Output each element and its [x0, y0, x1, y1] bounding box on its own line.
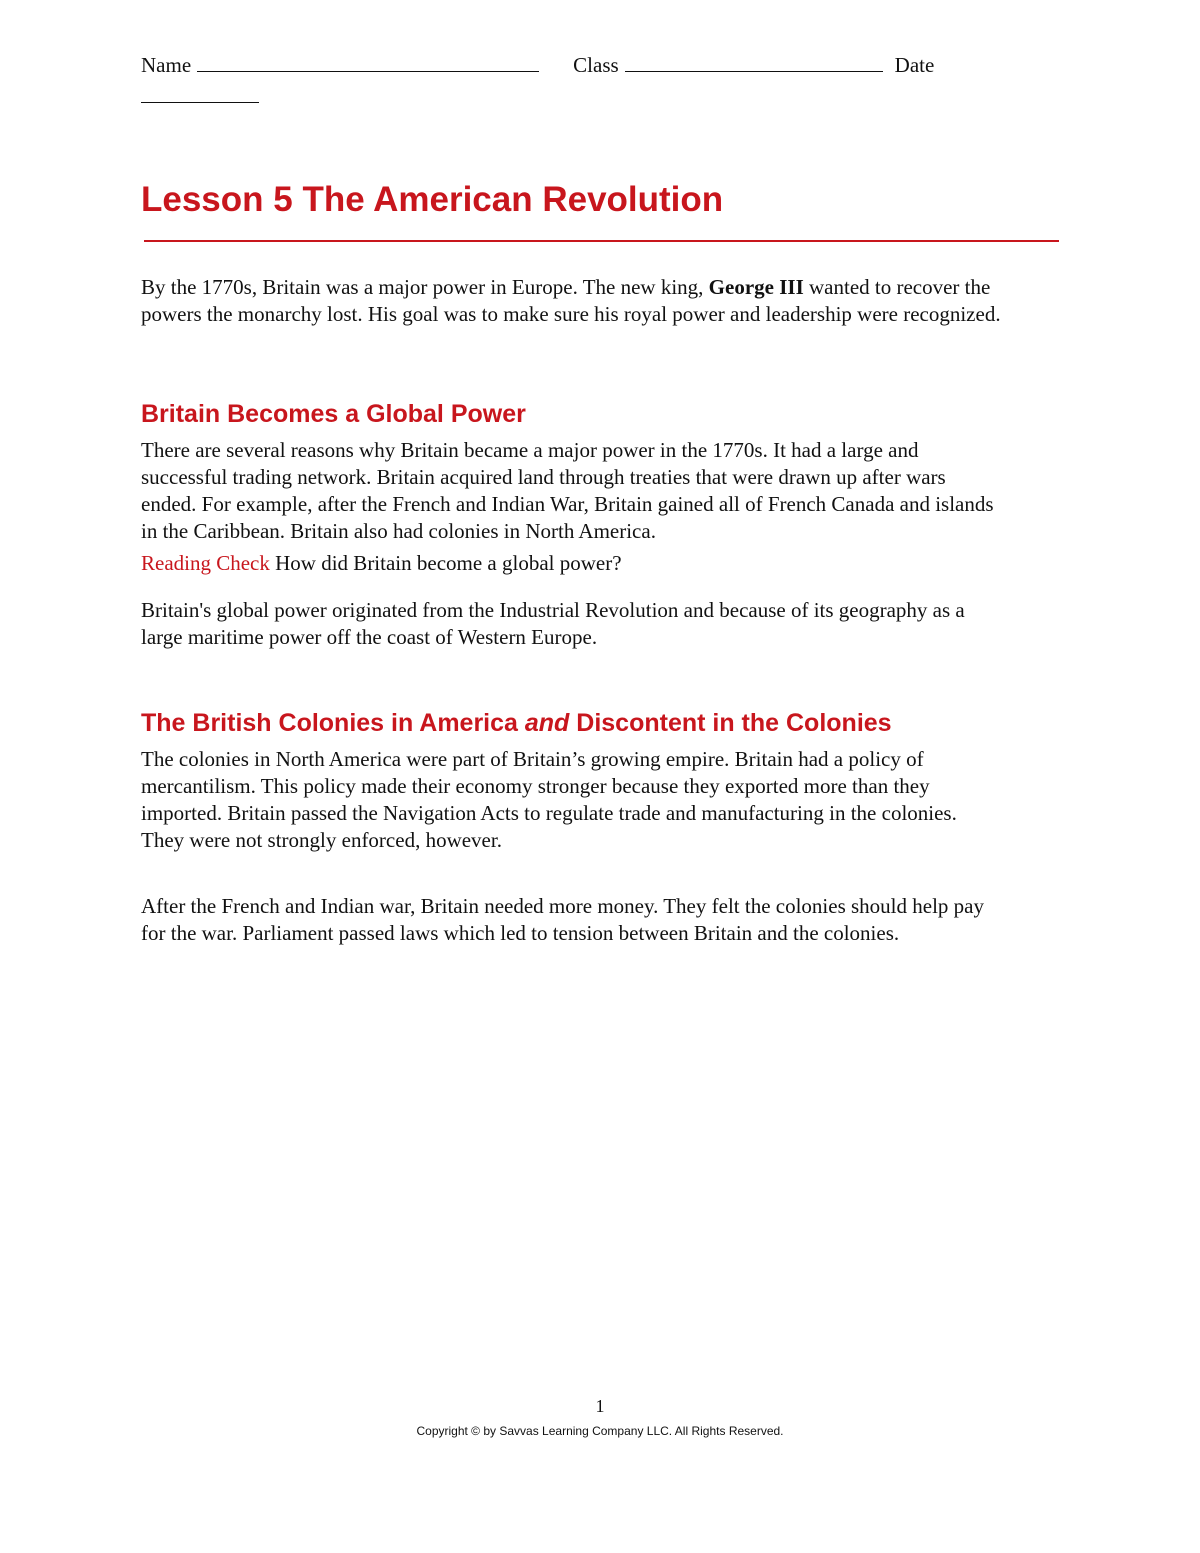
- class-blank[interactable]: [625, 49, 883, 72]
- colonies-paragraph: The colonies in North America were part of Britain’s growing empire. Britain had a policy of mercantilism. This policy made their economy stronger because they exported more than they imported. Britain passed the Navigation Acts to regulate trade and manufacturing in the colonies. They were not strongly enforced, however.: [141, 747, 957, 852]
- reading-check-question: How did Britain become a global power?: [269, 551, 622, 575]
- intro-bold-term: George III: [708, 275, 804, 299]
- colonies-heading-italic: and: [524, 709, 570, 737]
- copyright-notice: Copyright © by Savvas Learning Company LLC. All Rights Reserved.: [416, 1424, 784, 1438]
- colonies-heading-part2: Discontent in the Colonies: [569, 709, 892, 737]
- class-label: Class: [573, 53, 619, 77]
- global-power-paragraph: There are several reasons why Britain became a major power in the 1770s. It had a large and successful trading network. Britain acquired land through treaties that were drawn up after wars ended. For example, after the French and Indian War, Britain gained all of French Canada and islands in the Caribbean. Britain also had colonies in North America.: [141, 438, 994, 543]
- section-heading-global-power: Britain Becomes a Global Power: [141, 400, 526, 428]
- name-blank[interactable]: [197, 49, 539, 72]
- discontent-paragraph: After the French and Indian war, Britain needed more money. They felt the colonies should help pay for the war. Parliament passed laws which led to tension between Britain and the colonies.: [141, 894, 984, 945]
- name-label: Name: [141, 53, 192, 77]
- worksheet-page: [141, 0, 1059, 1553]
- reading-check-answer: Britain's global power originated from the Industrial Revolution and because of its geography as a large maritime power off the coast of Western Europe.: [141, 598, 965, 649]
- date-label: Date: [894, 53, 935, 77]
- page-number: 1: [595, 1396, 605, 1416]
- colonies-heading-part1: The British Colonies in America: [141, 709, 525, 737]
- student-info-header: [141, 49, 1059, 79]
- section-heading-colonies: [141, 707, 892, 739]
- date-blank[interactable]: [141, 80, 259, 103]
- intro-paragraph: [141, 274, 1001, 328]
- reading-check: [141, 550, 1001, 577]
- title-divider: [144, 240, 1059, 242]
- intro-text-end: wanted to recover the powers the monarchy lost. His goal was to make sure his royal power and leadership were recognized.: [141, 275, 1001, 326]
- intro-text-start: By the 1770s, Britain was a major power in Europe. The new king,: [141, 275, 709, 299]
- lesson-title: Lesson 5 The American Revolution: [141, 180, 724, 219]
- reading-check-label: Reading Check: [141, 551, 270, 575]
